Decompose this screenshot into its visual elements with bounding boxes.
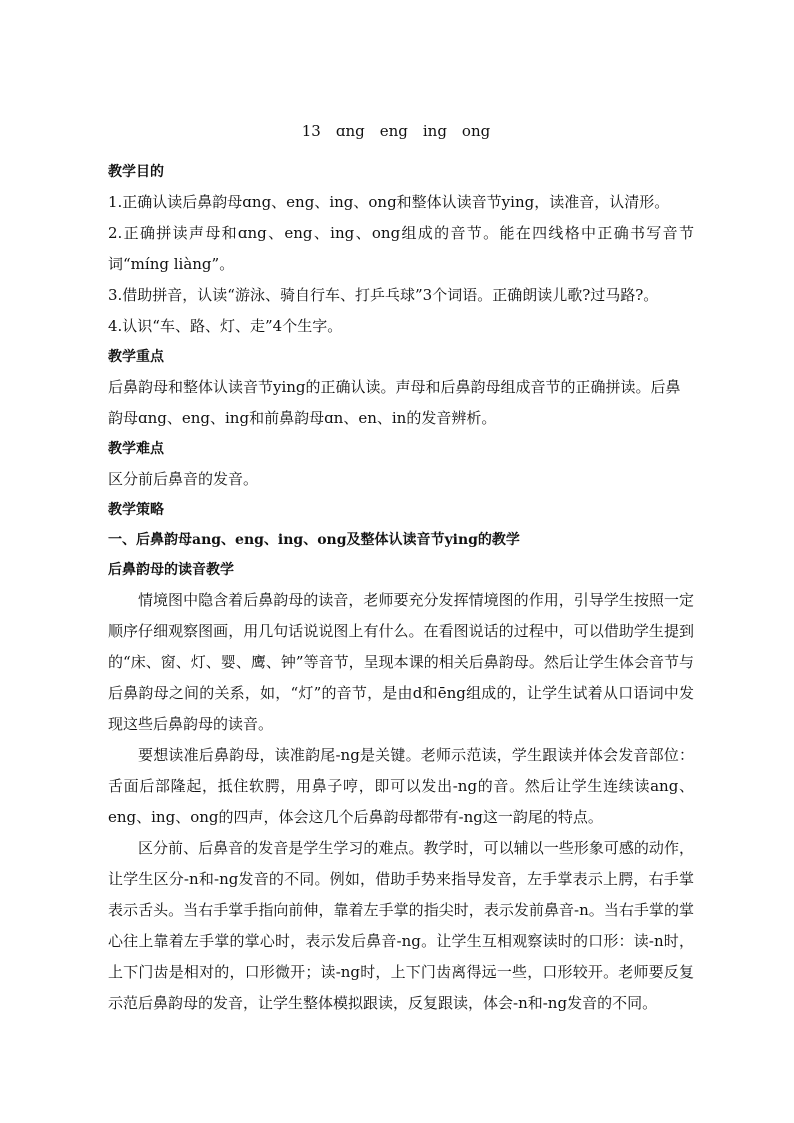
- goal-item-4: 4.认识“车、路、灯、走”4个生字。: [108, 317, 343, 335]
- goal-item-2: 2.正确拼读声母和ɑng、eng、ing、ong组成的音节。能在四线格中正确书写音节词“míng liàng”。: [108, 224, 694, 273]
- paragraph-2: 要想读准后鼻韵母，读准韵尾-ng是关键。老师示范读，学生跟读并体会发音部位：舌面后部隆起，抵住软腭，用鼻子哼，即可以发出-ng的音。然后让学生连续读ang、eng、ing、ong的四声，体会这几个后鼻韵母都带有-ng这一韵尾的特点。: [108, 746, 694, 826]
- key-points-heading: 教学重点: [108, 349, 164, 365]
- paragraph-3: 区分前、后鼻音的发音是学生学习的难点。教学时，可以辅以一些形象可感的动作，让学生区分-n和-ng发音的不同。例如，借助手势来指导发音，左手掌表示上腭，右手掌表示舌头。当右手掌手指向前伸，靠着左手掌的指尖时，表示发前鼻音-n。当右手掌的掌心往上靠着左手掌的掌心时，表示发后鼻音-ng。让学生互相观察读时的口形：读-n时，上下门齿是相对的，口形微开；读-ng时，上下门齿离得远一些，口形较开。老师要反复示范后鼻韵母的发音，让学生整体模拟跟读，反复跟读，体会-n和-ng发音的不同。: [108, 839, 694, 1012]
- difficulty-heading: 教学难点: [108, 441, 164, 457]
- strategy-subheading-2: 后鼻韵母的读音教学: [108, 562, 234, 578]
- key-points-text: 后鼻韵母和整体认读音节ying的正确认读。声母和后鼻韵母组成音节的正确拼读。后鼻韵母ɑng、eng、ing和前鼻韵母ɑn、en、in的发音辨析。: [108, 378, 681, 427]
- goals-heading: 教学目的: [108, 164, 164, 180]
- strategy-heading: 教学策略: [108, 502, 164, 518]
- difficulty-text: 区分前后鼻音的发音。: [108, 470, 259, 488]
- paragraph-1: 情境图中隐含着后鼻韵母的读音，老师要充分发挥情境图的作用，引导学生按照一定顺序仔细观察图画，用几句话说说图上有什么。在看图说话的过程中，可以借助学生提到的“床、窗、灯、婴、鹰、钟”等音节，呈现本课的相关后鼻韵母。然后让学生体会音节与后鼻韵母之间的关系，如，“灯”的音节，是由d和ēng组成的，让学生试着从口语词中发现这些后鼻韵母的读音。: [108, 591, 694, 733]
- goal-item-3: 3.借助拼音，认读“游泳、骑自行车、打乒乓球”3个词语。正确朗读儿歌?过马路?。: [108, 286, 659, 304]
- goal-item-1: 1.正确认读后鼻韵母ɑng、eng、ing、ong和整体认读音节ying，读准音，认清形。: [108, 193, 670, 211]
- lesson-title: 13 ɑng eng ing ong: [301, 122, 491, 140]
- strategy-subheading-1: 一、后鼻韵母ang、eng、ing、ong及整体认读音节ying的教学: [108, 532, 520, 548]
